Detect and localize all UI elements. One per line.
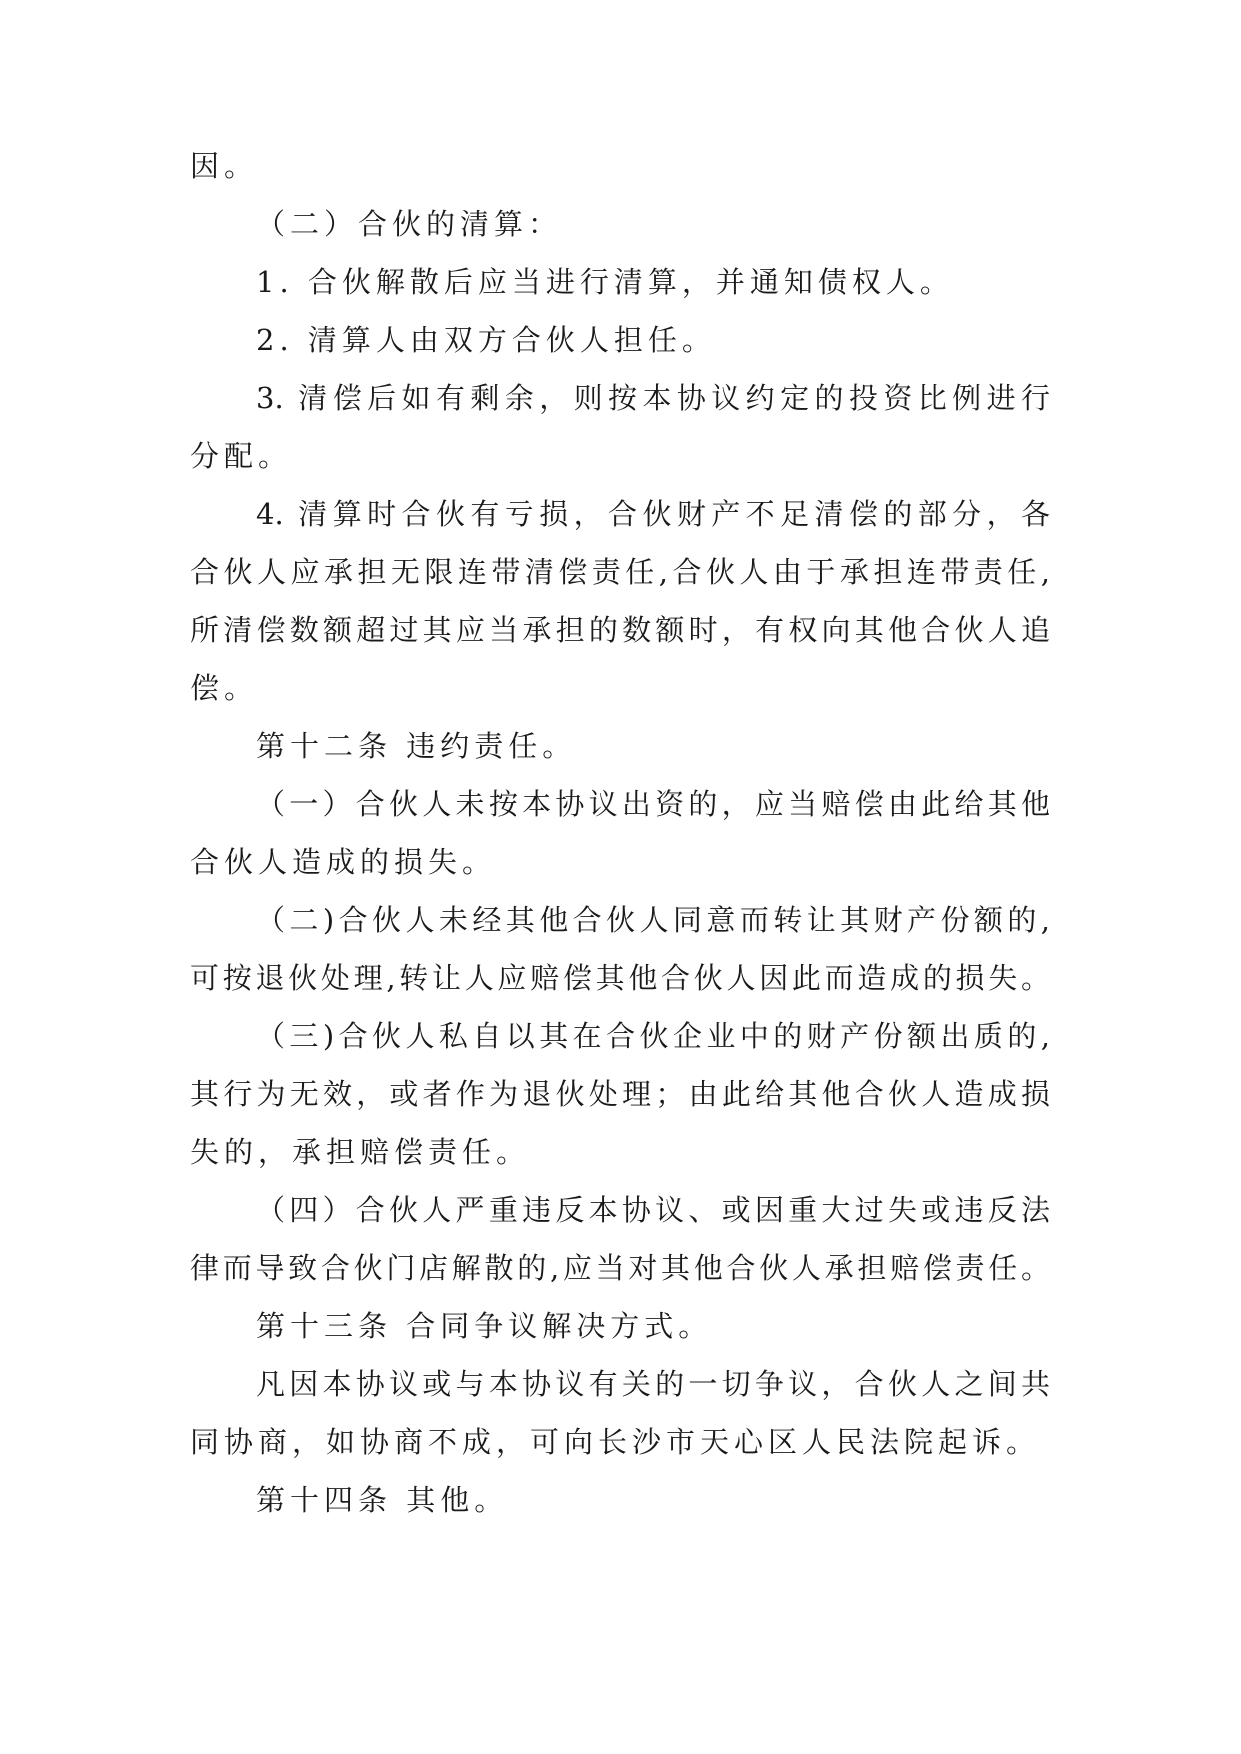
text-line: 分配。 bbox=[190, 439, 293, 473]
text-line: 凡因本协议或与本协议有关的一切争议，合伙人之间共 bbox=[256, 1367, 1050, 1401]
text-line: 合伙人造成的损失。 bbox=[190, 845, 497, 879]
text-line: 所清偿数额超过其应当承担的数额时，有权向其他合伙人追 bbox=[190, 613, 1050, 647]
text-line: 同协商，如协商不成，可向长沙市天心区人民法院起诉。 bbox=[190, 1425, 1041, 1459]
text-line: 2. 清算人由双方合伙人担任。 bbox=[256, 323, 716, 357]
text-line: （四）合伙人严重违反本协议、或因重大过失或违反法 bbox=[256, 1193, 1050, 1227]
text-line: 律而导致合伙门店解散的,应当对其他合伙人承担赔偿责任。 bbox=[190, 1251, 1050, 1285]
text-line: 合伙人应承担无限连带清偿责任,合伙人由于承担连带责任, bbox=[190, 555, 1050, 589]
text-line: （二)合伙人未经其他合伙人同意而转让其财产份额的, bbox=[256, 903, 1050, 937]
article-heading: 第十二条 违约责任。 bbox=[256, 729, 577, 763]
article-heading: 第十三条 合同争议解决方式。 bbox=[256, 1309, 713, 1343]
section-heading: （二）合伙的清算： bbox=[256, 207, 563, 241]
text-line: 偿。 bbox=[190, 671, 259, 705]
text-line: （一）合伙人未按本协议出资的，应当赔偿由此给其他 bbox=[256, 787, 1050, 821]
text-line: 4. 清算时合伙有亏损，合伙财产不足清偿的部分，各 bbox=[256, 497, 1050, 531]
text-line: 3. 清偿后如有剩余，则按本协议约定的投资比例进行 bbox=[256, 381, 1050, 415]
article-heading: 第十四条 其他。 bbox=[256, 1483, 509, 1517]
text-line: 1. 合伙解散后应当进行清算，并通知债权人。 bbox=[256, 265, 954, 299]
text-line: 因。 bbox=[190, 149, 259, 183]
text-line: 失的，承担赔偿责任。 bbox=[190, 1135, 531, 1169]
text-line: 其行为无效，或者作为退伙处理；由此给其他合伙人造成损 bbox=[190, 1077, 1050, 1111]
text-line: （三)合伙人私自以其在合伙企业中的财产份额出质的, bbox=[256, 1019, 1050, 1053]
text-line: 可按退伙处理,转让人应赔偿其他合伙人因此而造成的损失。 bbox=[190, 961, 1050, 995]
